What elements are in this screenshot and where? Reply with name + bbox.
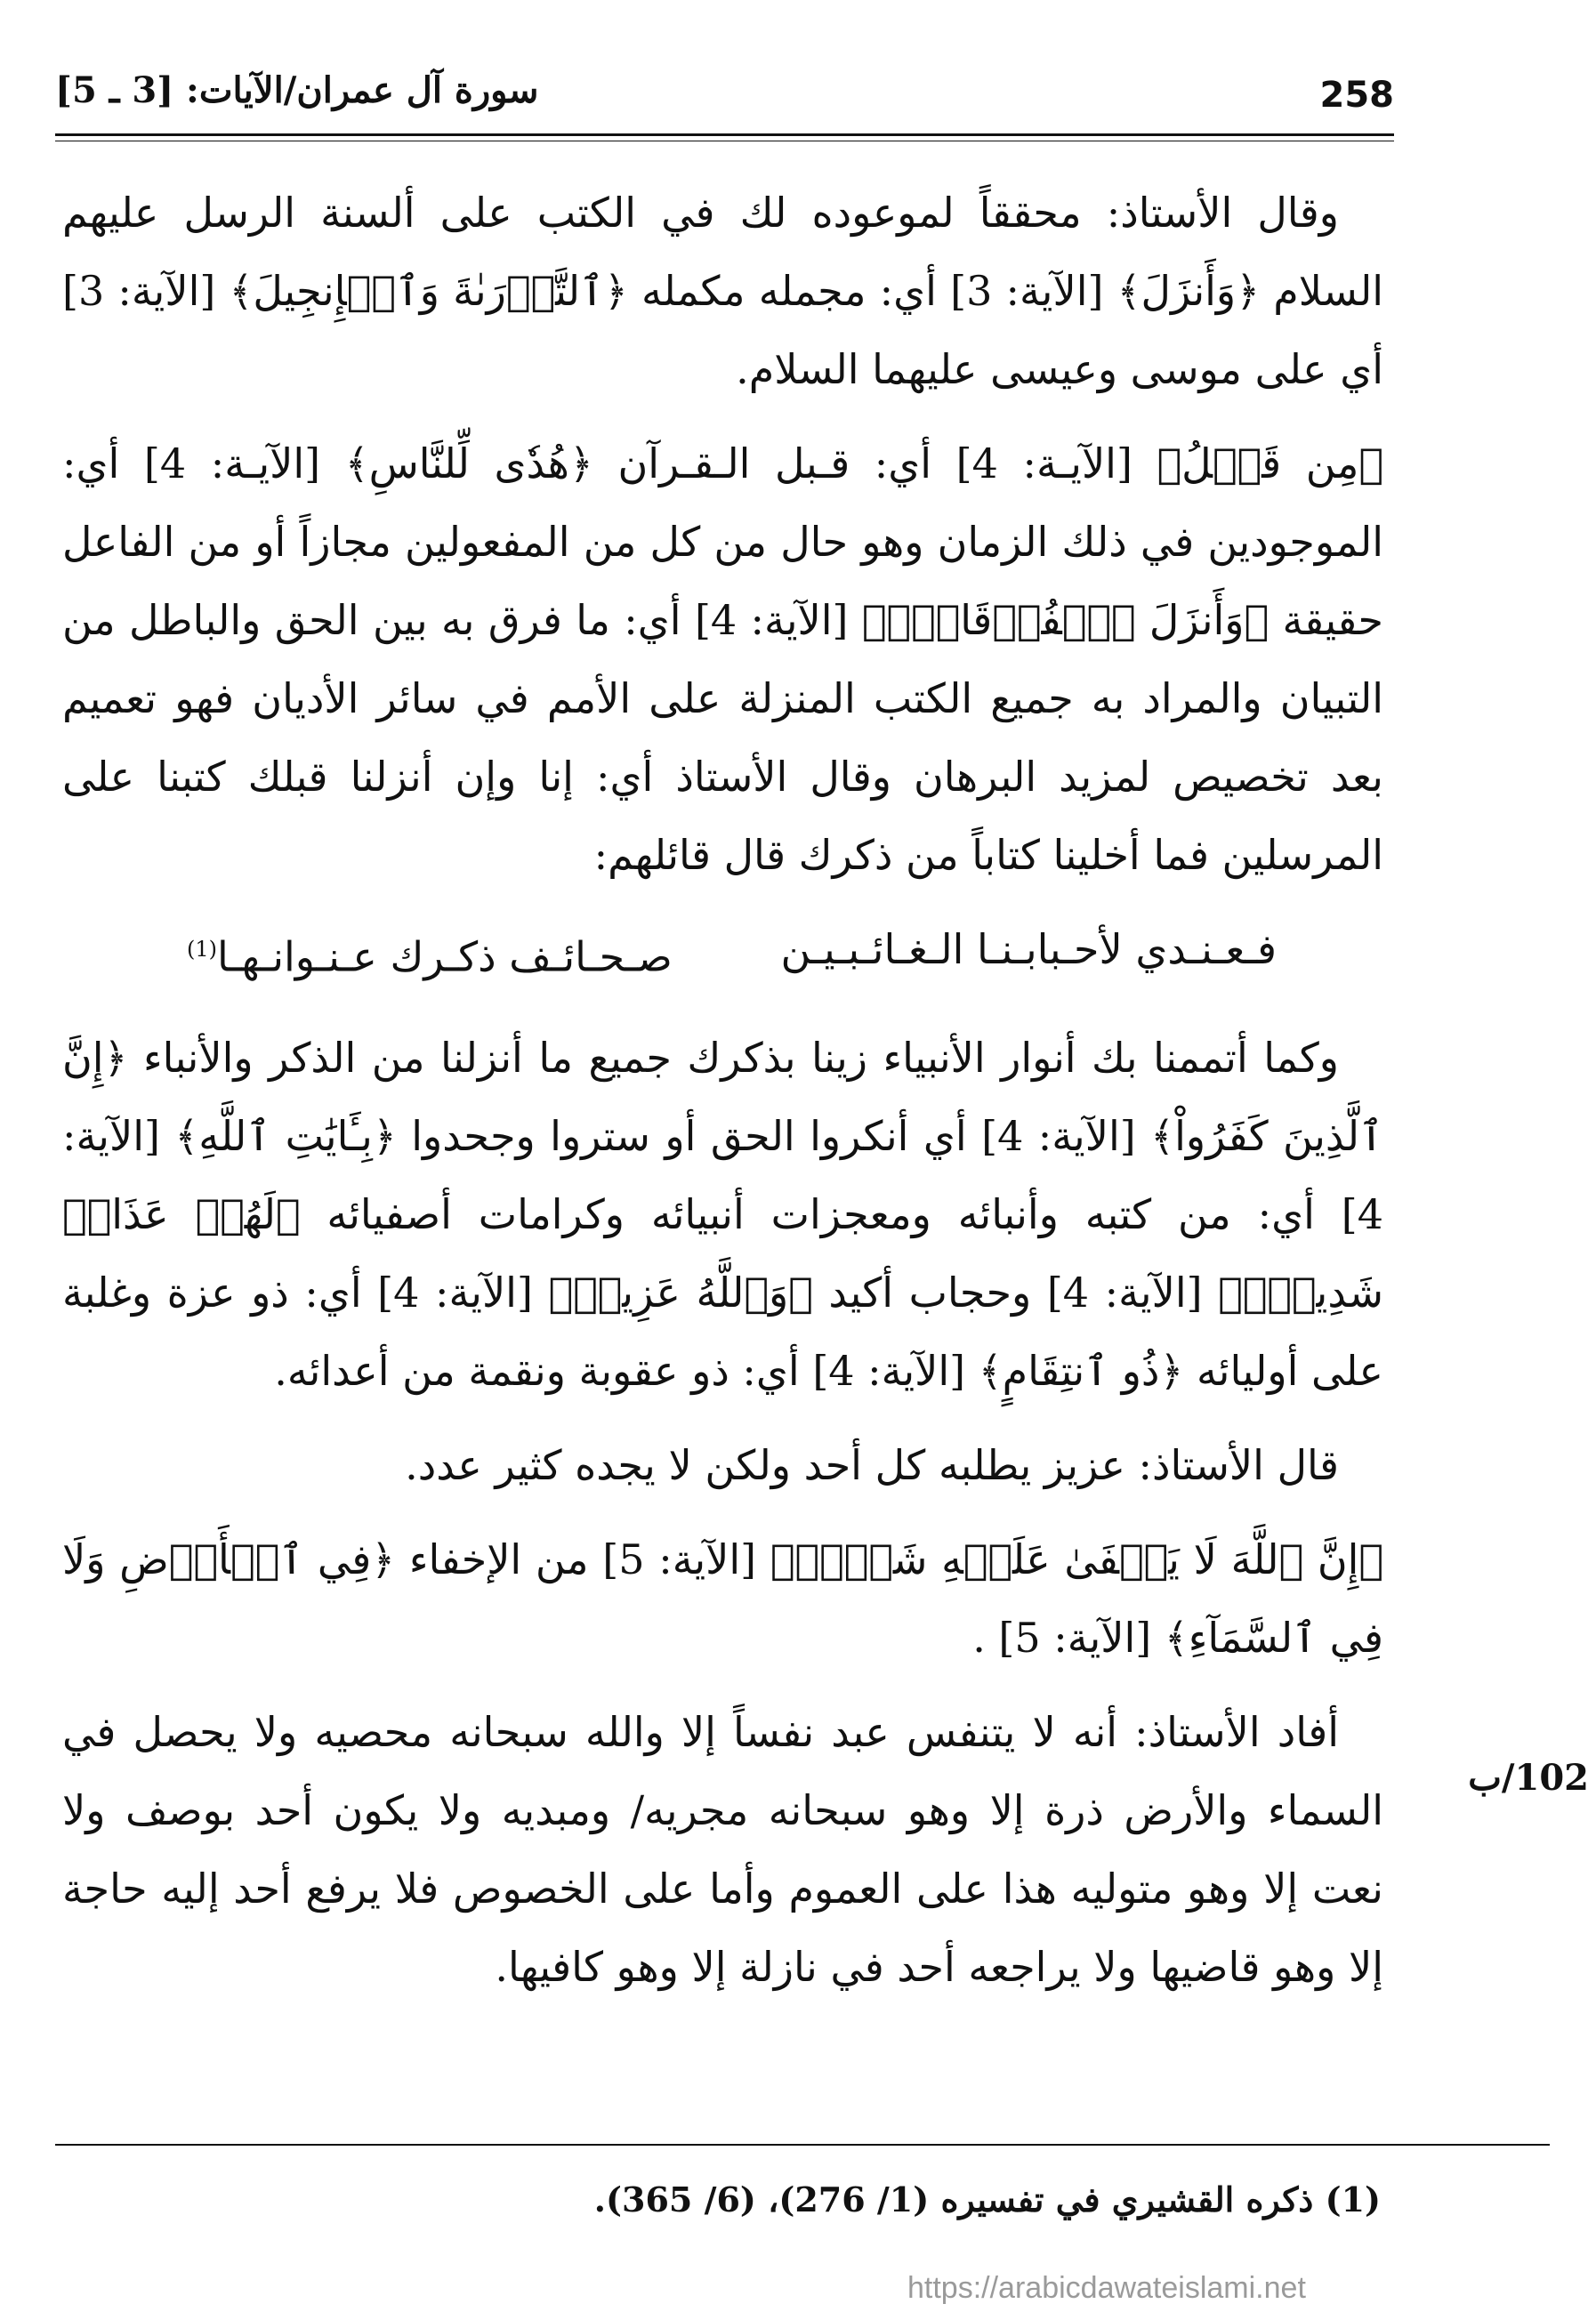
- footnote: (1) ذكره القشيري في تفسيره (1/ 276)، (6/ 365).: [593, 2179, 1381, 2219]
- paragraph-3: وكما أتممنا بك أنوار الأنبياء زينا بذكرك جميع ما أنزلنا من الذكر والأنباء ﴿إِنَّ ٱلَّذِينَ كَفَرُواْ﴾ [الآية: 4] أي أنكروا الحق أو ستروا وجحدوا ﴿بِـَٔايَٰتِ ٱللَّهِ﴾ [الآية: 4] أي: من كتبه وأنبائه ومعجزات أنبيائه وكرامات أصفيائه ﴿لَهُمۡ عَذَابٞ شَدِيدٞۗ﴾ [الآية: 4] وحجاب أكيد ﴿وَٱللَّهُ عَزِيزٞ﴾ [الآية: 4] أي: ذو عزة وغلبة على أوليائه ﴿ذُو ٱنتِقَامٍ﴾ [الآية: 4] أي: ذو عقوبة ونقمة من أعدائه.: [62, 1034, 1384, 1396]
- paragraph-5: ﴿إِنَّ ٱللَّهَ لَا يَخۡفَىٰ عَلَيۡهِ شَيۡءٞ﴾ [الآية: 5] من الإخفاء ﴿فِي ٱلۡأَرۡضِ وَلَا فِي ٱلسَّمَآءِ﴾ [الآية: 5] .: [62, 1535, 1383, 1663]
- running-title: سورة آل عمران/الآيات: [3 ـ 5]: [55, 69, 539, 111]
- footnote-rule: [55, 2144, 1550, 2146]
- poetry-verse: [62, 910, 1383, 995]
- paragraph-4: قال الأستاذ: عزيز يطلبه كل أحد ولكن لا يجده كثير عدد.: [405, 1441, 1339, 1490]
- paragraph-1: وقال الأستاذ: محققاً لموعوده لك في الكتب على ألسنة الرسل عليهم السلام ﴿وَأَنزَلَ﴾ [الآية: 3] أي: مجمله مكمله ﴿ٱلتَّوۡرَىٰةَ وَٱلۡإِنجِيلَ﴾ [الآية: 3] أي على موسى وعيسى عليهما السلام.: [62, 189, 1383, 393]
- verse-first-hemistich: فـعـنـدي لأحـبابـنـا الـغـائـبـيـن: [780, 925, 1277, 973]
- paragraph-6: أفاد الأستاذ: أنه لا يتنفس عبد نفساً إلا والله سبحانه محصيه ولا يحصل في السماء والأرض ذرة إلا وهو سبحانه مجريه/ ومبديه ولا يكون أحد بوصف ولا نعت إلا وهو متوليه هذا على العموم وأما على الخصوص فلا يرفع أحد إليه حاجة إلا وهو قاضيها ولا يراجعه أحد في نازلة إلا وهو كافيها.: [62, 1708, 1383, 1992]
- page-header: [55, 69, 1394, 132]
- manuscript-folio-note: 102/ب: [1468, 1757, 1589, 1799]
- verse-second-hemistich: صـحـائـف ذكـرك عـنـوانـهـا: [217, 932, 673, 981]
- page-number: 258: [1319, 75, 1394, 116]
- footnote-ref: (1): [187, 937, 218, 962]
- header-rule: [55, 133, 1394, 136]
- verse-second-hemistich-wrap: [187, 910, 673, 995]
- watermark: https://arabicdawateislami.net: [907, 2271, 1306, 2305]
- main-text: [62, 173, 1383, 2022]
- paragraph-2: ﴿مِن قَبۡلُ﴾ [الآيـة: 4] أي: قـبل الـقـرآن ﴿هُدٗى لِّلنَّاسِ﴾ [الآيـة: 4] أي: الموجودين في ذلك الزمان وهو حال من كل من المفعولين مجازاً أو من الفاعل حقيقة ﴿وَأَنزَلَ ٱلۡفُرۡقَانَۗ﴾ [الآية: 4] أي: ما فرق به بين الحق والباطل من التبيان والمراد به جميع الكتب المنزلة على الأمم في سائر الأديان فهو تعميم بعد تخصيص لمزيد البرهان وقال الأستاذ أي: إنا وإن أنزلنا قبلك كتبنا على المرسلين فما أخلينا كتاباً من ذكرك قال قائلهم:: [62, 439, 1383, 879]
